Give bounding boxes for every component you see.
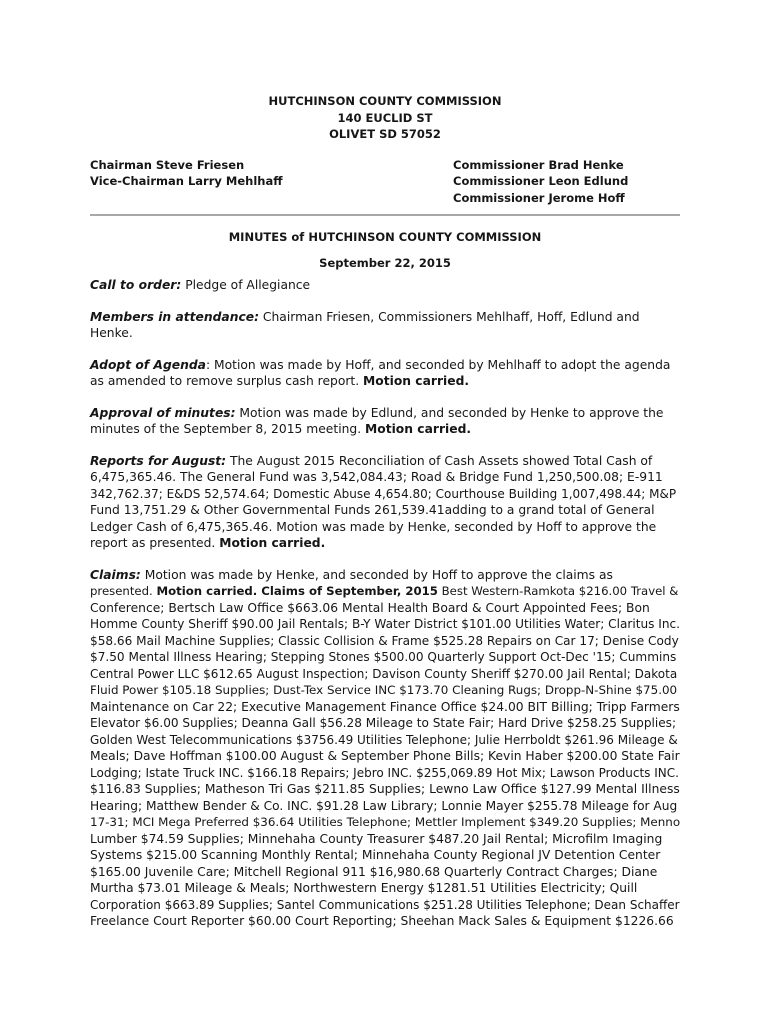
reports-line — [90, 453, 680, 470]
agenda-line — [90, 357, 680, 374]
claims-text: Best Western-Ramkota $216.00 Travel & — [437, 584, 679, 598]
claims-line: Meals; Dave Hoffman $100.00 August & September Phone Bills; Kevin Haber $200.00 State Fair — [90, 749, 680, 763]
approval-paragraph — [90, 405, 680, 438]
claims-line: $165.00 Juvenile Care; Mitchell Regional 911 $16,980.68 Quarterly Contract Charges; Diane — [90, 864, 658, 879]
minutes-body — [90, 277, 680, 945]
document-page — [90, 93, 681, 928]
claims-line: Elevator $6.00 Supplies; Deanna Gall $56.28 Mileage to State Fair; Hard Drive $258.25 Supplies; — [90, 716, 677, 730]
claims-line: Freelance Court Reporter $60.00 Court Reporting; Sheehan Mack Sales & Equipment $1226.66 — [90, 914, 674, 928]
claims-line: Maintenance on Car 22; Executive Management Finance Office $24.00 BIT Billing; Tripp Farmers — [90, 699, 680, 714]
claims-label: Claims: — [90, 567, 141, 582]
claims-text: presented. — [90, 584, 157, 598]
minutes-title: MINUTES of HUTCHINSON COUNTY COMMISSION — [228, 230, 542, 244]
reports-line: Ledger Cash of 6,475,365.46. Motion was made by Henke, seconded by Hoff to approve the — [90, 519, 657, 534]
letterhead — [90, 93, 680, 143]
approval-text: minutes of the September 8, 2015 meeting. — [90, 422, 366, 436]
claims-line: $7.50 Mental Illness Hearing; Stepping Stones $500.00 Quarterly Support Oct-Dec '15; Cummins — [90, 650, 677, 664]
claims-line — [90, 567, 680, 584]
claims-line: Lumber $74.59 Supplies; Minnehaha County Treasurer $487.20 Jail Rental; Microfilm Imaging — [90, 831, 663, 846]
members-paragraph — [90, 309, 680, 342]
call-to-order-text: Pledge of Allegiance — [181, 278, 311, 292]
commissioner-edlund: Commissioner Leon Edlund — [453, 174, 629, 188]
call-to-order-paragraph — [90, 277, 680, 294]
reports-line — [90, 535, 680, 552]
claims-line: $58.66 Mail Machine Supplies; Classic Collision & Frame $525.28 Repairs on Car 17; Denise Cody — [90, 633, 679, 648]
claims-paragraph — [90, 567, 680, 930]
reports-text: report as presented. — [90, 536, 220, 550]
members-text: Chairman Friesen, Commissioners Mehlhaff, Hoff, Edlund and Henke. — [90, 309, 640, 340]
claims-line: 17-31; MCI Mega Preferred $36.64 Utilities Telephone; Mettler Implement $349.20 Supplies; Menno — [90, 815, 681, 829]
members-label: Members in attendance: — [90, 309, 259, 324]
commission-name: HUTCHINSON COUNTY COMMISSION — [268, 94, 502, 108]
claims-line: Golden West Telecommunications $3756.49 Utilities Telephone; Julie Herrboldt $261.96 Mileage & — [90, 732, 678, 747]
reports-paragraph — [90, 453, 680, 552]
approval-text: Motion was made by Edlund, and seconded by Henke to approve the — [235, 405, 664, 420]
approval-label: Approval of minutes: — [90, 405, 236, 420]
call-to-order-label: Call to order: — [90, 278, 182, 292]
vice-chairman: Vice-Chairman Larry Mehlhaff — [90, 174, 283, 188]
agenda-motion-carried: Motion carried. — [363, 374, 470, 388]
agenda-paragraph — [90, 357, 680, 390]
claims-line: Lodging; Istate Truck INC. $166.18 Repairs; Jebro INC. $255,069.89 Hot Mix; Lawson Products INC. — [90, 765, 679, 780]
officers-block — [90, 157, 680, 206]
chairman: Chairman Steve Friesen — [90, 157, 245, 172]
claims-line — [90, 583, 680, 600]
agenda-line — [90, 373, 680, 390]
claims-line: Homme County Sheriff $90.00 Jail Rentals; B-Y Water District $101.00 Utilities Water; Claritus Inc. — [90, 617, 680, 631]
reports-label: Reports for August: — [90, 453, 227, 468]
claims-line: Systems $215.00 Scanning Monthly Rental; Minnehaha County Regional JV Detention Center — [90, 848, 661, 862]
claims-line: Hearing; Matthew Bender & Co. INC. $91.28 Law Library; Lonnie Mayer $255.78 Mileage for Aug — [90, 798, 678, 813]
approval-line — [90, 421, 680, 438]
claims-line: Fluid Power $105.18 Supplies; Dust-Tex Service INC $173.70 Cleaning Rugs; Dropp-N-Shine $75.00 — [90, 683, 678, 697]
reports-motion-carried: Motion carried. — [219, 536, 326, 550]
header-divider — [90, 214, 680, 216]
meeting-date: September 22, 2015 — [319, 256, 451, 270]
officers-right — [453, 157, 628, 207]
agenda-text: as amended to remove surplus cash report. — [90, 374, 364, 388]
street-address: 140 EUCLID ST — [337, 110, 433, 125]
reports-line: 6,475,365.46. The General Fund was 3,542,084.43; Road & Bridge Fund 1,250,500.08; E-911 — [90, 470, 663, 484]
claims-motion-carried: Motion carried. Claims of September, 2015 — [156, 584, 438, 598]
agenda-text: : Motion was made by Hoff, and seconded by Mehlhaff to adopt the agenda — [205, 357, 671, 372]
claims-line: Conference; Bertsch Law Office $663.06 Mental Health Board & Court Appointed Fees; Bon — [90, 600, 650, 615]
claims-line: Central Power LLC $612.65 August Inspection; Davison County Sheriff $270.00 Jail Rental; Dakota — [90, 666, 678, 681]
officers-left — [90, 157, 283, 190]
claims-text: Motion was made by Henke, and seconded by Hoff to approve the claims as — [140, 567, 613, 582]
claims-line: Murtha $73.01 Mileage & Meals; Northwestern Energy $1281.51 Utilities Electricity; Quill — [90, 881, 638, 895]
reports-line: Fund 13,751.29 & Other Governmental Funds 261,539.41adding to a grand total of General — [90, 503, 655, 517]
reports-line: 342,762.37; E&DS 52,574.64; Domestic Abuse 4,654.80; Courthouse Building 1,007,498.44; M&P — [90, 486, 677, 501]
reports-text: The August 2015 Reconciliation of Cash Assets showed Total Cash of — [226, 453, 653, 468]
city-state-zip: OLIVET SD 57052 — [329, 127, 441, 141]
commissioner-hoff: Commissioner Jerome Hoff — [453, 190, 625, 205]
commissioner-henke: Commissioner Brad Henke — [453, 157, 624, 172]
approval-line — [90, 405, 680, 422]
agenda-label: Adopt of Agenda — [90, 357, 206, 372]
claims-line: Corporation $663.89 Supplies; Santel Communications $251.28 Utilities Telephone; Dean Schaffer — [90, 897, 680, 912]
approval-motion-carried: Motion carried. — [365, 422, 472, 436]
claims-line: $116.83 Supplies; Matheson Tri Gas $211.85 Supplies; Lewno Law Office $127.99 Mental Illness — [90, 782, 680, 796]
